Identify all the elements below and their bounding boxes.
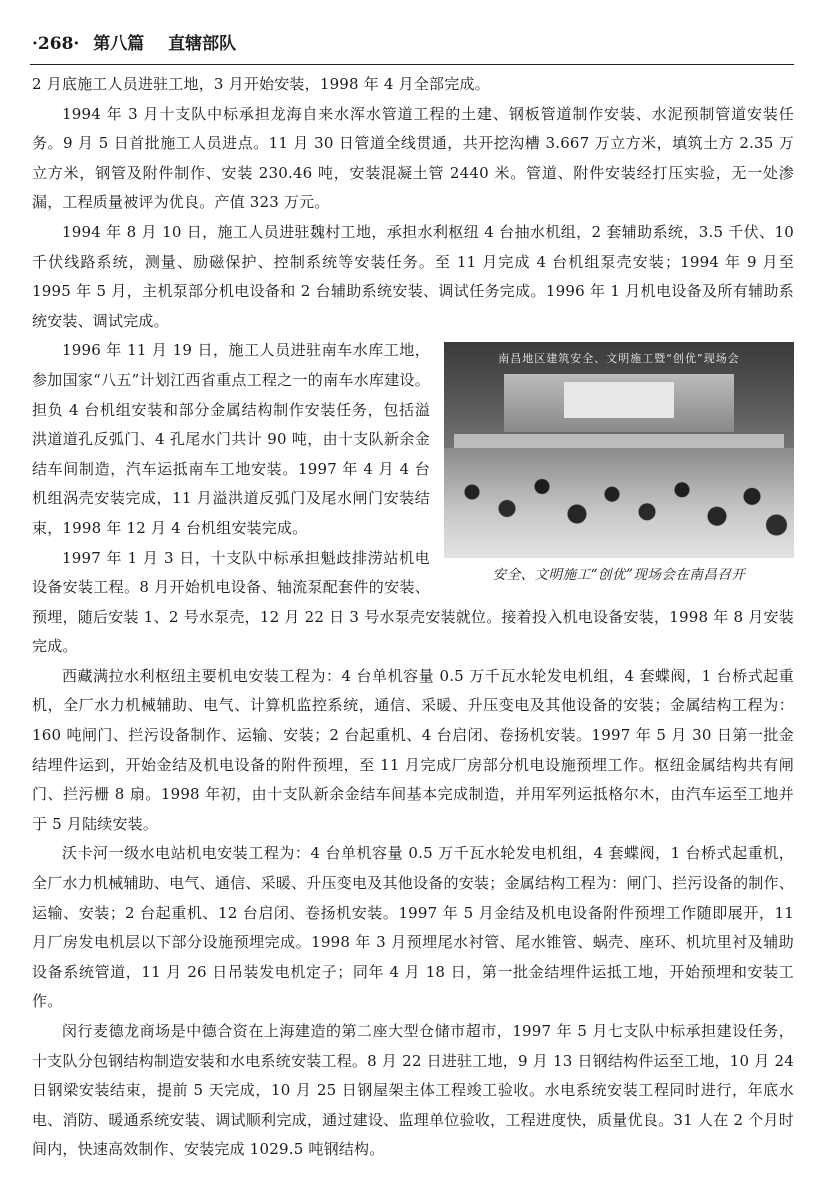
paragraph-continued: 2 月底施工人员进驻工地，3 月开始安装，1998 年 4 月全部完成。	[32, 75, 490, 93]
figure	[444, 342, 794, 586]
paragraph-kuiqi: 1997 年 1 月 3 日，十支队中标承担魁歧排涝站机电设备安装工程。8 月开始机电设备、轴流泵配套件的安装、预埋，随后安装 1、2 号水泵壳，12 月 22 日 3 号水泵壳安装就位。接着投入机电设备安装，1998 年 8 月安装完成。	[32, 548, 794, 656]
section-title: 直辖部队	[168, 34, 237, 54]
part-title: 第八篇	[93, 34, 145, 54]
paragraph-metro: 闵行麦德龙商场是中德合资在上海建造的第二座大型仓储市超市，1997 年 5 月七支队中标承担建设任务，十支队分包钢结构制造安装和水电系统安装工程。8 月 22 日进驻工地，9 月 13 日钢结构件运至工地，10 月 24 日钢梁安装结束，提前 5 天完成，10 月 25 日钢屋架主体工程竣工验收。水电系统安装工程同时进行，年底水电、消防、暖通系统安装、调试顺利完成，通过建设、监理单位验收，工程进度快，质量优良。31 人在 2 个月时间内，快速高效制作、安装完成 1029.5 吨钢结构。	[32, 1022, 794, 1159]
photo-banner-text: 南昌地区建筑安全、文明施工暨“创优”现场会	[498, 352, 740, 366]
paragraph-weicun: 1994 年 8 月 10 日，施工人员进驻魏村工地，承担水利枢纽 4 台抽水机组，2 套辅助系统，3.5 千伏、10 千伏线路系统，测量、励磁保护、控制系统等安装任务。至 11 月完成 4 台机组泵壳安装；1994 年 9 月至 1995 年 5 月，主机泵部分机电设备和 2 台辅助系统安装、调试任务完成。1996 年 1 月机电设备及所有辅助系统安装、调试完成。	[32, 222, 794, 330]
meeting-photo	[444, 342, 794, 558]
header-rule	[30, 64, 794, 65]
page-header	[32, 28, 792, 64]
figure-caption: 安全、文明施工“创优”现场会在南昌召开	[492, 567, 746, 584]
body-text	[32, 70, 794, 1165]
paragraph-nanche: 1996 年 11 月 19 日，施工人员进驻南车水库工地，参加国家“八五”计划江西省重点工程之一的南车水库建设。担负 4 台机组安装和部分金属结构制作安装任务，包括溢洪道道孔反弧门、4 孔尾水门共计 90 吨，由十支队新余金结车间制造，汽车运抵南车工地安装。1997 年 4 月 4 台机组涡壳安装完成，11 月溢洪道反弧门及尾水闸门安装结束，1998 年 12 月 4 台机组安装完成。	[32, 341, 430, 537]
paragraph-longhai: 1994 年 3 月十支队中标承担龙海自来水浑水管道工程的土建、钢板管道制作安装、水泥预制管道安装任务。9 月 5 日首批施工人员进点。11 月 30 日管道全线贯通，共开挖沟槽 3.667 万立方米，填筑土方 2.35 万立方米，钢管及附件制作、安装 230.46 吨，安装混凝土管 2440 米。管道、附件安装经打压实验，无一处渗漏，工程质量被评为优良。产值 323 万元。	[32, 104, 794, 212]
photo-screen	[564, 382, 674, 418]
photo-audience	[444, 448, 794, 558]
page-number: ·268·	[32, 34, 80, 54]
photo-rostrum	[454, 434, 784, 448]
paragraph-manla: 西藏满拉水利枢纽主要机电安装工程为：4 台单机容量 0.5 万千瓦水轮发电机组，4 套蝶阀，1 台桥式起重机，全厂水力机械辅助、电气、计算机监控系统，通信、采暖、升压变电及其他设备的安装；金属结构工程为：160 吨闸门、拦污设备制作、运输、安装；2 台起重机、4 台启闭、卷扬机安装。1997 年 5 月 30 日第一批金结埋件运到，开始金结及机电设备的附件预埋，至 11 月完成厂房部分机电设施预埋工作。枢纽金属结构共有闸门、拦污栅 8 扇。1998 年初，由十支队新余金结车间基本完成制造，并用军列运抵格尔木，由汽车运至工地并于 5 月陆续安装。	[32, 666, 794, 833]
paragraph-wokahe: 沃卡河一级水电站机电安装工程为：4 台单机容量 0.5 万千瓦水轮发电机组，4 套蝶阀，1 台桥式起重机，全厂水力机械辅助、电气、通信、采暖、升压变电及其他设备的安装；金属结构工程为：闸门、拦污设备的制作、运输、安装；2 台起重机、12 台启闭、卷扬机安装。1997 年 5 月金结及机电设备附件预埋工作随即展开，11 月厂房发电机层以下部分设施预埋完成。1998 年 3 月预埋尾水衬管、尾水锥管、蜗壳、座环、机坑里衬及辅助设备系统管道，11 月 26 日吊装发电机定子；同年 4 月 18 日，第一批金结埋件运抵工地，开始预埋和安装工作。	[32, 844, 794, 1011]
